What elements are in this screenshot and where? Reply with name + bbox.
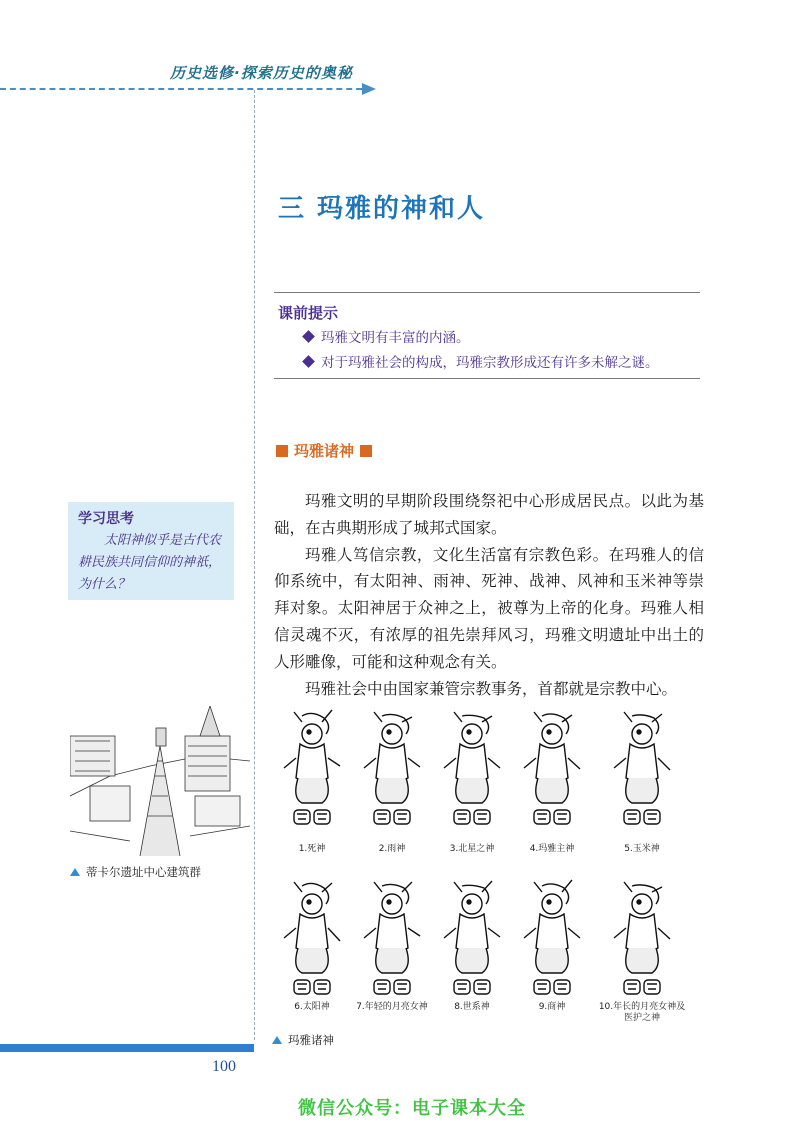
building-caption <box>70 864 201 880</box>
chapter-title: 三 玛雅的神和人 <box>278 194 486 224</box>
watermark: 微信公众号：电子课本大全 <box>298 1098 526 1119</box>
footer-bar <box>0 1044 254 1052</box>
tips-heading: 课前提示 <box>278 304 339 322</box>
god-label: 9.商神 <box>538 1002 566 1012</box>
square-marker-icon <box>276 445 288 457</box>
tip-item <box>304 326 470 346</box>
god-figure-icon <box>512 708 592 833</box>
god-figure-icon <box>272 878 352 1003</box>
gods-caption <box>272 1032 334 1048</box>
god-figure-icon <box>602 708 682 833</box>
god-label: 7.年轻的月亮女神 <box>356 1002 428 1012</box>
header-divider <box>0 88 372 90</box>
god-figure-icon <box>432 708 512 833</box>
god-label: 1.死神 <box>298 844 326 854</box>
gods-caption-text: 玛雅诸神 <box>288 1033 334 1047</box>
tip-text: 玛雅文明有丰富的内涵。 <box>321 330 470 346</box>
tips-bottom-rule <box>274 378 700 379</box>
think-text: 太阳神似乎是古代农耕民族共同信仰的神祇，为什么？ <box>78 533 222 592</box>
header-arrow-icon <box>362 83 376 95</box>
god-figure-icon <box>352 878 432 1003</box>
paragraph: 玛雅文明的早期阶段围绕祭祀中心形成居民点。以此为基础，在古典期形成了城邦式国家。 <box>274 492 704 537</box>
god-figure-icon <box>432 878 512 1003</box>
god-label: 4.玛雅主神 <box>529 844 575 854</box>
building-caption-text: 蒂卡尔遗址中心建筑群 <box>86 865 201 879</box>
god-figure-icon <box>352 708 432 833</box>
god-figure-icon <box>512 878 592 1003</box>
tips-top-rule <box>274 292 700 293</box>
header-title: 历史选修·探索历史的奥秘 <box>170 64 353 82</box>
god-label: 2.雨神 <box>378 844 406 854</box>
section-heading <box>276 440 372 461</box>
body-text <box>274 488 704 702</box>
tikal-building-illustration <box>70 706 250 856</box>
god-figure-icon <box>602 878 682 1003</box>
diamond-bullet-icon <box>302 355 315 368</box>
god-label: 8.世系神 <box>454 1002 490 1012</box>
triangle-marker-icon <box>272 1036 282 1044</box>
section-heading-text: 玛雅诸神 <box>294 442 355 460</box>
paragraph: 玛雅人笃信宗教，文化生活富有宗教色彩。在玛雅人的信仰系统中，有太阳神、雨神、死神、战神、风神和玉米神等崇拜对象。太阳神居于众神之上，被尊为上帝的化身。玛雅人相信灵魂不灭，有浓厚的祖先崇拜风习，玛雅文明遗址中出土的人形雕像，可能和这种观念有关。 <box>274 545 704 671</box>
god-label: 5.玉米神 <box>624 844 660 854</box>
tip-item <box>304 351 659 371</box>
think-title: 学习思考 <box>78 511 134 527</box>
tip-text: 对于玛雅社会的构成，玛雅宗教形成还有许多未解之谜。 <box>321 355 659 371</box>
god-figure-icon <box>272 708 352 833</box>
study-think-box <box>68 502 234 600</box>
column-divider <box>254 90 255 1040</box>
page-number: 100 <box>212 1058 236 1075</box>
square-marker-icon <box>360 445 372 457</box>
paragraph: 玛雅社会中由国家兼管宗教事务，首都就是宗教中心。 <box>305 679 678 698</box>
god-label: 6.太阳神 <box>294 1002 330 1012</box>
god-label: 10.年长的月亮女神及医护之神 <box>598 1002 686 1023</box>
triangle-marker-icon <box>70 868 80 876</box>
god-label: 3.北星之神 <box>449 844 495 854</box>
diamond-bullet-icon <box>302 330 315 343</box>
